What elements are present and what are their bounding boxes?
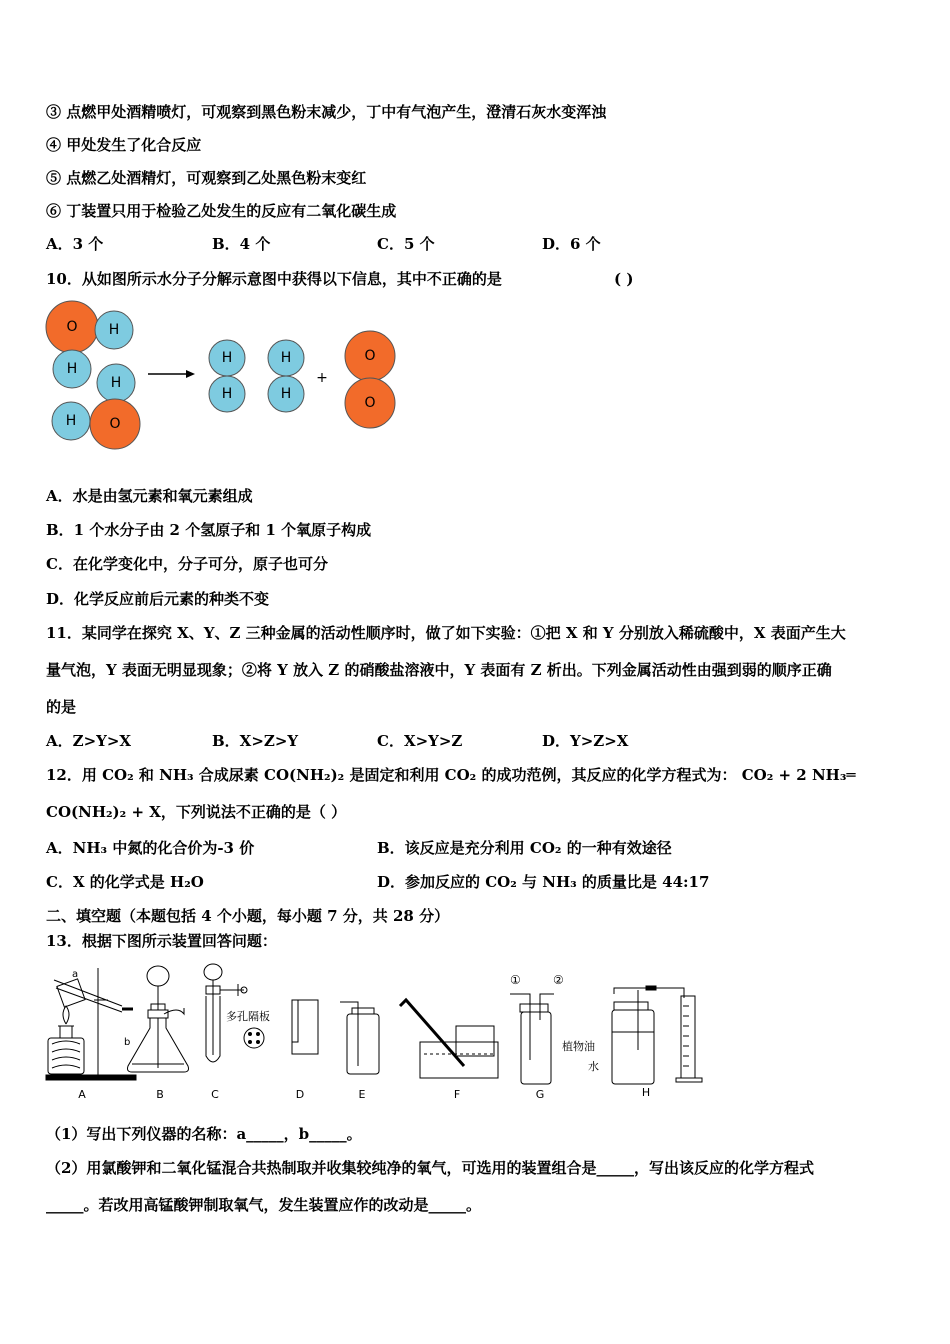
apparatus-e [340,1002,379,1074]
oxygen-atom-label: O [66,319,78,335]
q11-option-b: B．X>Z>Y [212,732,299,750]
apparatus-c [204,964,270,1062]
q13-sub-2-line-2: _____。若改用高锰酸钾制取氧气，发生装置应作的改动是_____。 [46,1196,482,1214]
q9-item-4: ④ 甲处发生了化合反应 [46,136,202,154]
port-2-label: ② [553,973,564,987]
apparatus-b [124,966,189,1072]
q10-option-a: A．水是由氢元素和氧元素组成 [46,487,253,505]
q11-stem-line-2: 量气泡，Y 表面无明显现象；②将 Y 放入 Z 的硝酸盐溶液中，Y 表面有 Z 析出。下列金属活动性由强到弱的顺序正确 [46,661,832,679]
q11-option-a: A．Z>Y>X [46,732,132,750]
apparatus-g [510,973,564,1084]
apparatus-label-h: H [641,1086,651,1099]
q9-option-b: B．4 个 [212,235,271,253]
apparatus-label-a: A [78,1088,86,1101]
q12-option-c: C．X 的化学式是 H₂O [46,873,204,891]
q13-stem: 13．根据下图所示装置回答问题： [46,932,277,950]
apparatus-label-f: F [453,1088,461,1101]
porous-plate-label: 多孔隔板 [226,1010,270,1023]
reaction-arrowhead [186,370,195,378]
label-b: b [124,1037,131,1048]
q11-option-c: C．X>Y>Z [377,732,463,750]
q11-option-d: D．Y>Z>X [542,732,629,750]
q10-answer-paren: ( ) [614,270,634,288]
q12-option-b: B．该反应是充分利用 CO₂ 的一种有效途径 [377,839,672,857]
apparatus-label-d: D [295,1088,305,1101]
apparatus-label-c: C [211,1088,219,1101]
q9-option-a: A．3 个 [46,235,104,253]
water-decomposition-diagram [40,300,410,460]
hydrogen-atom-label: H [280,350,292,366]
q9-option-d: D．6 个 [542,235,601,253]
q9-item-5: ⑤ 点燃乙处酒精灯，可观察到乙处黑色粉末变红 [46,169,367,187]
q13-sub-1: （1）写出下列仪器的名称：a_____，b_____。 [46,1125,362,1143]
q9-item-6: ⑥ 丁装置只用于检验乙处发生的反应有二氧化碳生成 [46,202,397,220]
q9-item-3: ③ 点燃甲处酒精喷灯，可观察到黑色粉末减少，丁中有气泡产生，澄清石灰水变浑浊 [46,103,607,121]
oxygen-atom-label: O [364,395,376,411]
plant-oil-label: 植物油 [562,1040,595,1053]
q10-stem: 10．从如图所示水分子分解示意图中获得以下信息，其中不正确的是 [46,270,502,288]
q9-option-c: C．5 个 [377,235,435,253]
q11-stem-line-1: 11．某同学在探究 X、Y、Z 三种金属的活动性顺序时，做了如下实验：①把 X 和 Y 分别放入稀硫酸中，X 表面产生大 [46,624,846,642]
apparatus-f [400,1000,498,1078]
oxygen-atom-label: O [364,348,376,364]
apparatus-a [46,968,136,1080]
hydrogen-atom-label: H [108,322,120,338]
hydrogen-atom-label: H [221,350,233,366]
hydrogen-atom-label: H [110,375,122,391]
q10-option-c: C．在化学变化中，分子可分，原子也可分 [46,555,328,573]
q13-sub-2-line-1: （2）用氯酸钾和二氧化锰混合共热制取并收集较纯净的氧气，可选用的装置组合是_____，写出该反应的化学方程式 [46,1159,814,1177]
water-label: 水 [588,1060,599,1073]
hydrogen-atom-label: H [66,361,78,377]
oxygen-atom-label: O [109,416,121,432]
q11-stem-line-3: 的是 [46,698,77,716]
apparatus-label-g: G [535,1088,545,1101]
hydrogen-atom-label: H [221,386,233,402]
apparatus-d [292,1000,318,1054]
hydrogen-atom-label: H [280,386,292,402]
q12-stem-line-1: 12．用 CO₂ 和 NH₃ 合成尿素 CO(NH₂)₂ 是固定和利用 CO₂ 的成功范例，其反应的化学方程式为： CO₂ + 2 NH₃═ [46,766,856,784]
q12-option-d: D．参加反应的 CO₂ 与 NH₃ 的质量比是 44:17 [377,873,710,891]
label-a: a [72,969,79,980]
q12-option-a: A．NH₃ 中氮的化合价为-3 价 [46,839,255,857]
q10-option-b: B．1 个水分子由 2 个氢原子和 1 个氧原子构成 [46,521,372,539]
plus-sign: + [316,370,328,386]
port-1-label: ① [510,973,521,987]
hydrogen-atom-label: H [65,413,77,429]
apparatus-h [562,986,702,1084]
apparatus-label-b: B [156,1088,164,1101]
apparatus-label-e: E [358,1088,366,1101]
q12-stem-line-2: CO(NH₂)₂ + X，下列说法不正确的是（ ） [46,803,347,821]
q10-option-d: D．化学反应前后元素的种类不变 [46,590,270,608]
section-heading: 二、填空题（本题包括 4 个小题，每小题 7 分，共 28 分） [46,907,450,925]
lab-apparatus-figure [40,960,720,1105]
